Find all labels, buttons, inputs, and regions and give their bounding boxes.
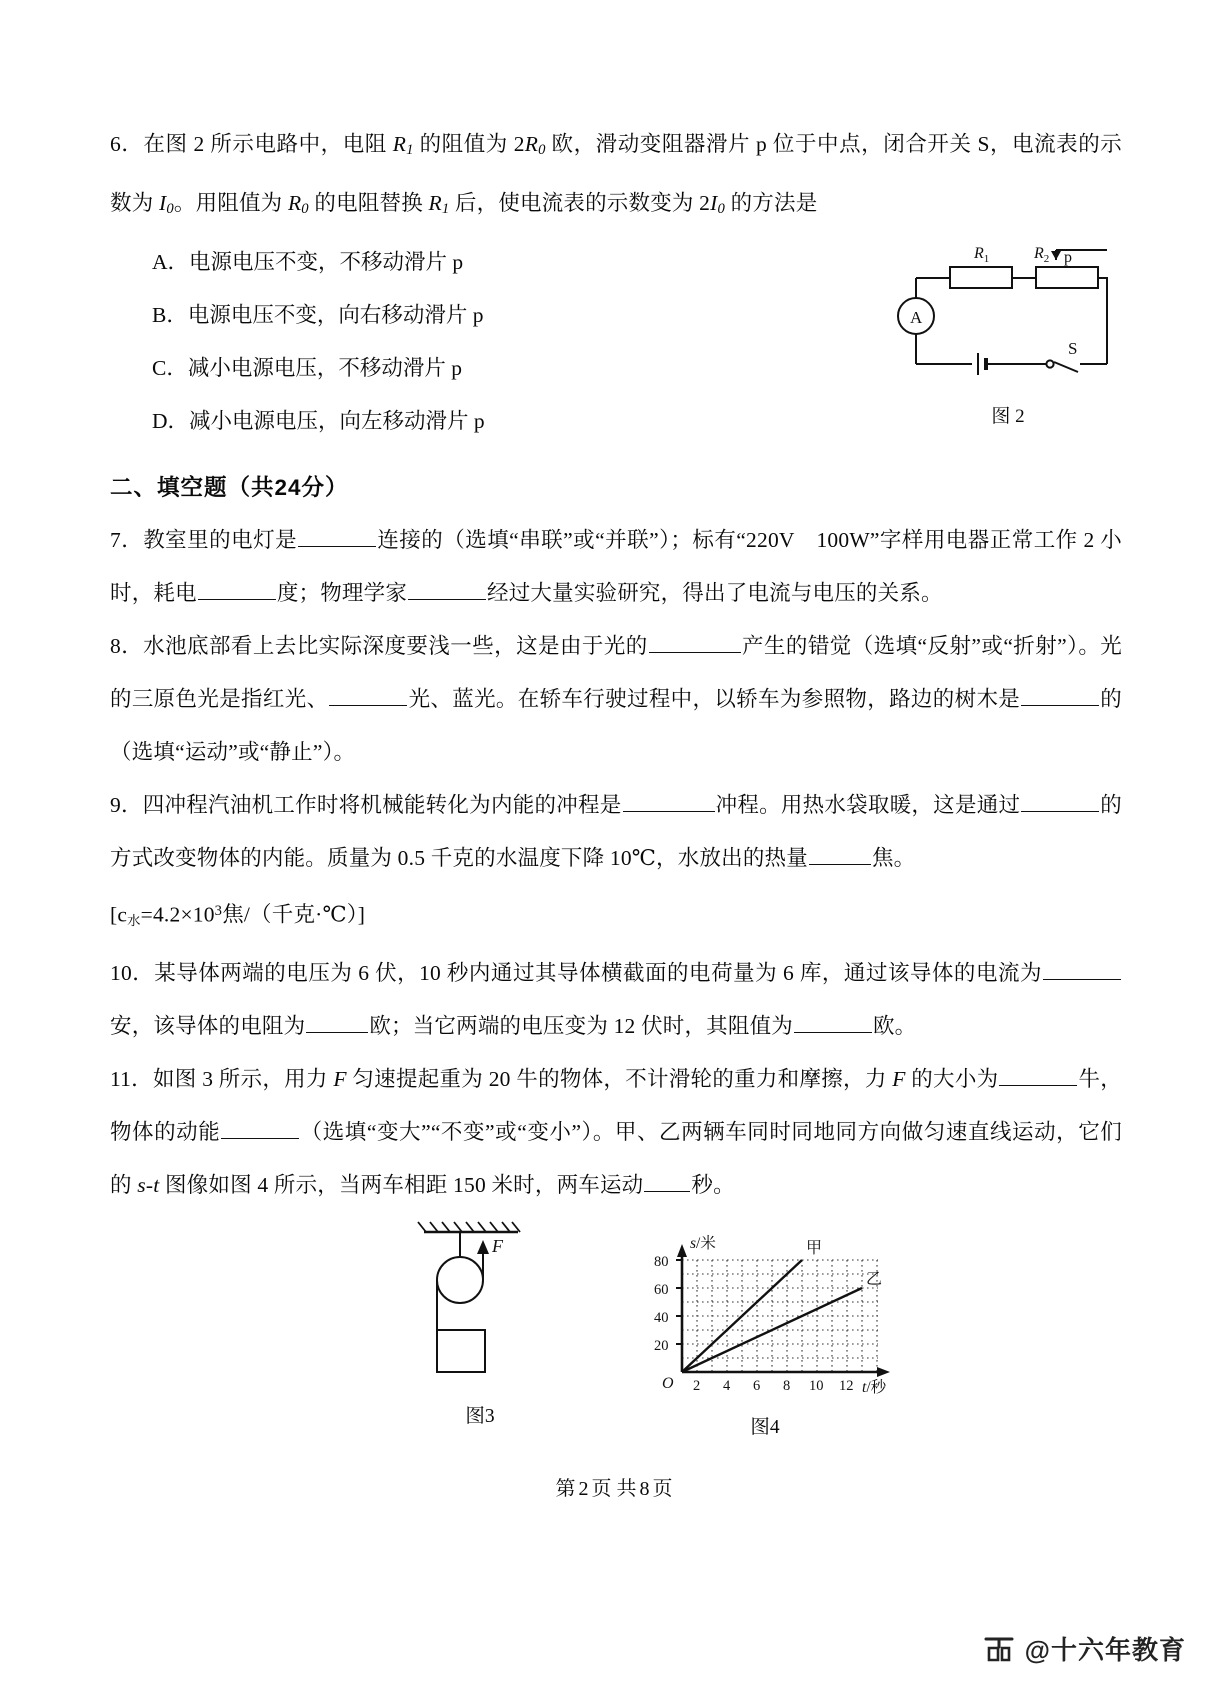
q6-var-r1-b: $R_1$ bbox=[428, 191, 450, 218]
figure-3-force-label: F bbox=[492, 1236, 503, 1257]
q10-l2d: 欧。 bbox=[872, 1014, 917, 1039]
watermark-text: @十六年教育 bbox=[1024, 1635, 1186, 1665]
footer-middle: 页 共 bbox=[591, 1478, 637, 1500]
q9-l1b: 冲程。用热水袋取暖，这是通 bbox=[715, 793, 999, 818]
grid bbox=[682, 1260, 878, 1372]
question-7 bbox=[110, 514, 1122, 620]
q11-blank-2[interactable] bbox=[221, 1119, 299, 1139]
q9-const-sup: 3 bbox=[214, 903, 223, 920]
q6-line2-part1: 流表的示数为 bbox=[110, 132, 1122, 216]
q6-line2-part5: 的方法是 bbox=[725, 191, 818, 216]
q9-blank-3[interactable] bbox=[809, 845, 871, 865]
q9-l2a: 过 bbox=[998, 793, 1021, 818]
question-11 bbox=[110, 1053, 1122, 1212]
figure-2-circuit bbox=[894, 236, 1122, 427]
option-a-label: A．电源电压不变，不移动滑片 p bbox=[152, 250, 464, 275]
q11-var-st: s-t bbox=[137, 1173, 160, 1198]
q11-var-f-a: F bbox=[333, 1067, 347, 1092]
q9-const-a: [c bbox=[110, 902, 128, 927]
question-10 bbox=[110, 947, 1122, 1053]
q11-l2c: （选填“变大”“不变”或“变小”）。甲、乙两辆车同 bbox=[300, 1120, 770, 1145]
q11-l1b: 匀速提起重为 20 牛的物体，不计滑轮的重力和摩擦，力 bbox=[346, 1067, 893, 1092]
q8-l3a: 照物，路边的树木是 bbox=[823, 687, 1021, 712]
y-tick-40: 40 bbox=[654, 1310, 669, 1327]
figure-4-caption: 图4 bbox=[750, 1417, 780, 1439]
q8-blank-3[interactable] bbox=[1021, 686, 1099, 706]
q11-l4: 秒。 bbox=[691, 1173, 735, 1198]
q10-l2b: 安，该导体的电阻为 bbox=[110, 1014, 306, 1039]
q9-blank-1[interactable] bbox=[623, 792, 715, 812]
q10-l1: 10．某导体两端的电压为 6 伏，10 秒内通过其导体横截面的电荷量为 6 库，通过该导体的电流 bbox=[110, 961, 1020, 986]
question-6-stem bbox=[110, 118, 1122, 236]
q8-blank-1[interactable] bbox=[649, 633, 741, 653]
slider-arrow-icon bbox=[1051, 251, 1061, 260]
q9-const-c: 焦/（千克·℃）] bbox=[222, 902, 366, 927]
q6-line2-part4: 后，使电流表的示数变为 2 bbox=[449, 191, 711, 216]
q9-const-sub: 水 bbox=[127, 913, 141, 929]
q7-blank-3[interactable] bbox=[408, 580, 486, 600]
figure-4 bbox=[620, 1226, 910, 1439]
y-tick-80: 80 bbox=[654, 1254, 669, 1271]
footer-page-number: 2 bbox=[578, 1478, 589, 1500]
q11-var-f-b: F bbox=[892, 1067, 906, 1092]
x-tick-12: 12 bbox=[839, 1378, 854, 1395]
q8-l3b: 的（选填“运动”或“静止”）。 bbox=[110, 687, 1122, 765]
figure-3 bbox=[385, 1218, 575, 1428]
q8-blank-2[interactable] bbox=[329, 686, 407, 706]
q8-l2b: 光、蓝光。在轿车行驶过程中，以轿车为参 bbox=[408, 687, 824, 712]
circuit-diagram-svg bbox=[894, 236, 1122, 394]
q6-var-r0-a: $R_0$ bbox=[524, 132, 546, 159]
q9-blank-2[interactable] bbox=[1021, 792, 1099, 812]
q10-blank-1[interactable] bbox=[1043, 960, 1121, 980]
q10-blank-3[interactable] bbox=[794, 1013, 872, 1033]
q11-blank-3[interactable] bbox=[644, 1172, 690, 1192]
q8-l1a: 8．水池底部看上去比实际深度要浅一些，这是由于光的 bbox=[110, 634, 648, 659]
footer-suffix: 页 bbox=[652, 1478, 673, 1500]
q8-l1b: 产生的错觉（选填“反射” bbox=[741, 634, 982, 659]
q7-l2a: 用电器正常工作 2 小时，耗电 bbox=[110, 528, 1123, 606]
q6-var-i0-b: $I_0$ bbox=[710, 191, 726, 218]
y-tick-60: 60 bbox=[654, 1282, 669, 1299]
figure-2-caption: 图 2 bbox=[991, 406, 1025, 427]
q11-l2b: 牛，物体的动能 bbox=[110, 1067, 1122, 1145]
y-tick-20: 20 bbox=[654, 1338, 669, 1355]
q11-l1a: 11．如图 3 所示，用力 bbox=[110, 1067, 334, 1092]
question-6 bbox=[110, 118, 1122, 448]
figures-row bbox=[110, 1218, 1122, 1448]
q10-l2c: 欧；当它两端的电压变为 12 伏时，其阻值为 bbox=[369, 1014, 793, 1039]
q9-l2b: 的方式改变物体的内能。质量为 0.5 千克的水温度下降 10℃，水放出的热量 bbox=[110, 793, 1122, 871]
option-b-label: B．电源电压不变，向右移动滑片 p bbox=[152, 303, 484, 328]
q7-l3: 与电压的关系。 bbox=[790, 581, 943, 606]
label-slider-p: p bbox=[1064, 249, 1072, 266]
st-graph-svg bbox=[630, 1226, 900, 1404]
q11-l1c: 的大小 bbox=[905, 1067, 977, 1092]
q10-l2a: 为 bbox=[1019, 961, 1042, 986]
q11-l3a: 时同地同方向做匀速直线运动，它们的 bbox=[110, 1120, 1122, 1198]
watermark bbox=[982, 1630, 1186, 1667]
series-label-jia: 甲 bbox=[806, 1240, 823, 1258]
q11-l2a: 为 bbox=[976, 1067, 999, 1092]
label-switch: S bbox=[1068, 339, 1078, 358]
series-label-yi: 乙 bbox=[866, 1271, 883, 1289]
x-tick-2: 2 bbox=[693, 1378, 701, 1395]
x-tick-6: 6 bbox=[753, 1378, 761, 1395]
label-ammeter: A bbox=[910, 308, 923, 327]
q6-line2-part3: 的电阻替换 bbox=[308, 191, 429, 216]
q7-blank-2[interactable] bbox=[198, 580, 276, 600]
q9-l2c: 焦。 bbox=[871, 846, 916, 871]
q11-l3b: 图像如图 4 所示，当两车相距 150 米时，两车运动 bbox=[159, 1173, 644, 1198]
question-9-constant bbox=[110, 885, 1122, 947]
q7-blank-1[interactable] bbox=[298, 527, 376, 547]
q9-l1a: 9．四冲程汽油机工作时将机械能转化为内能的冲程是 bbox=[110, 793, 622, 818]
toutiao-logo-icon bbox=[982, 1632, 1016, 1666]
q7-l2c: 经过大量实验研究，得出了电流 bbox=[487, 581, 791, 606]
option-d-label: D．减小电源电压，向左移动滑片 p bbox=[152, 409, 485, 434]
q6-var-r1: $R_1$ bbox=[392, 132, 414, 159]
x-axis-title: t/秒 bbox=[862, 1379, 887, 1397]
page-content bbox=[110, 118, 1122, 1448]
origin-label: O bbox=[662, 1375, 674, 1393]
q7-l1a: 7．教室里的电灯是 bbox=[110, 528, 298, 553]
q6-line1-part1: 6．在图 2 所示电路中，电阻 bbox=[110, 132, 393, 156]
q7-l2b: 度；物理学家 bbox=[276, 581, 408, 606]
q6-var-i0-a: $I_0$ bbox=[158, 191, 174, 218]
q6-line2-part2: 。用阻值为 bbox=[173, 191, 288, 216]
label-r2: $R_2$ bbox=[1034, 245, 1050, 265]
page-footer bbox=[0, 1472, 1228, 1501]
y-axis-title: s/米 bbox=[690, 1235, 716, 1253]
q11-blank-1[interactable] bbox=[999, 1066, 1077, 1086]
x-tick-8: 8 bbox=[783, 1378, 791, 1395]
label-r1: $R_1$ bbox=[974, 245, 990, 265]
q9-const-b: =4.2×10 bbox=[140, 902, 215, 927]
hatch-icon bbox=[418, 1222, 520, 1232]
footer-prefix: 第 bbox=[555, 1478, 576, 1500]
x-tick-10: 10 bbox=[809, 1378, 824, 1395]
x-tick-4: 4 bbox=[723, 1378, 731, 1395]
option-c-label: C．减小电源电压，不移动滑片 p bbox=[152, 356, 462, 381]
figure-3-caption: 图3 bbox=[465, 1406, 495, 1428]
q6-var-r0-b: $R_0$ bbox=[287, 191, 309, 218]
question-8 bbox=[110, 620, 1122, 779]
q8-l2a: 或“折射”）。光的三原色光是指红光、 bbox=[110, 634, 1122, 712]
x-axis-arrow-icon bbox=[877, 1367, 890, 1377]
question-9 bbox=[110, 779, 1122, 885]
footer-total-pages: 8 bbox=[639, 1478, 650, 1500]
figure-3-svg bbox=[400, 1218, 560, 1393]
y-axis-arrow-icon bbox=[677, 1244, 687, 1257]
section-2-title: 二、填空题（共24分） bbox=[110, 475, 349, 501]
q6-line1-part2: 的阻值为 2 bbox=[413, 132, 525, 156]
q6-line1-part3: 欧，滑动变阻器滑片 p 位于中点，闭合开关 S，电 bbox=[545, 132, 1035, 156]
q10-blank-2[interactable] bbox=[306, 1013, 368, 1033]
q7-l1b: 连接的（选填“串联”或“并联”）；标有“220V 100W”字样 bbox=[377, 528, 924, 553]
